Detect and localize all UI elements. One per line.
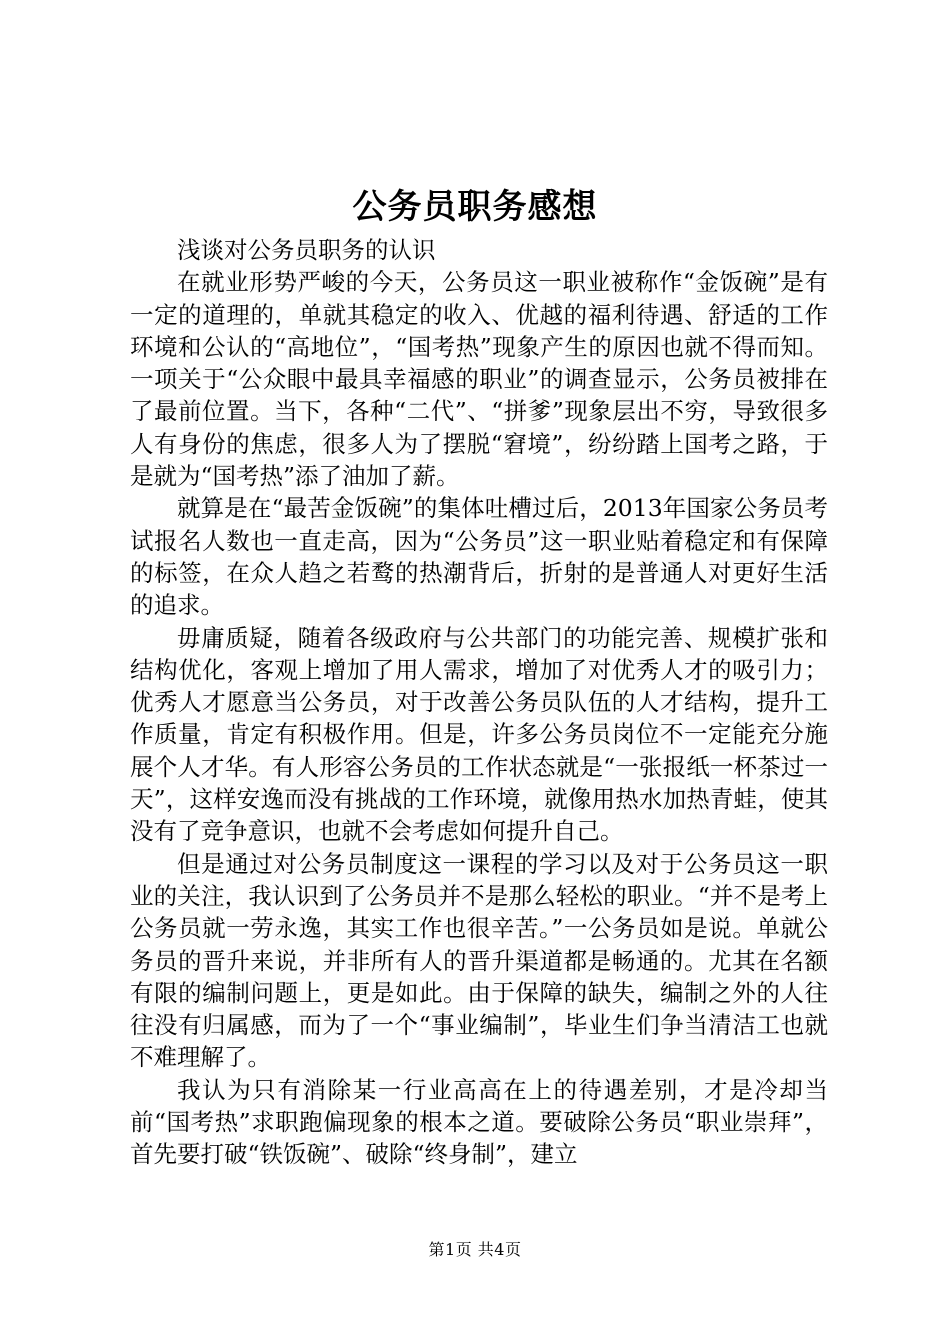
body-paragraph: 毋庸质疑，随着各级政府与公共部门的功能完善、规模扩张和结构优化，客观上增加了用人需求，增加了对优秀人才的吸引力；优秀人才愿意当公务员，对于改善公务员队伍的人才结构，提升工作质量，肯定有积极作用。但是，许多公务员岗位不一定能充分施展个人才华。有人形容公务员的工作状态就是“一张报纸一杯茶过一天”，这样安逸而没有挑战的工作环境，就像用热水加热青蛙，使其没有了竞争意识，也就不会考虑如何提升自己。 xyxy=(130,623,828,846)
body-paragraph: 我认为只有消除某一行业高高在上的待遇差别，才是冷却当前“国考热”求职跑偏现象的根本之道。要破除公务员“职业崇拜”，首先要打破“铁饭碗”、破除“终身制”，建立 xyxy=(130,1075,828,1169)
body-paragraph: 在就业形势严峻的今天，公务员这一职业被称作“金饭碗”是有一定的道理的，单就其稳定的收入、优越的福利待遇、舒适的工作环境和公认的“高地位”，“国考热”现象产生的原因也就不得而知。一项关于“公众眼中最具幸福感的职业”的调查显示，公务员被排在了最前位置。当下，各种“二代”、“拼爹”现象层出不穷，导致很多人有身份的焦虑，很多人为了摆脱“窘境”，纷纷踏上国考之路，于是就为“国考热”添了油加了薪。 xyxy=(130,268,828,491)
document-body xyxy=(130,234,828,1171)
body-paragraph: 就算是在“最苦金饭碗”的集体吐槽过后，2013年国家公务员考试报名人数也一直走高，因为“公务员”这一职业贴着稳定和有保障的标签，在众人趋之若鹜的热潮背后，折射的是普通人对更好生活的追求。 xyxy=(130,494,828,620)
document-title: 公务员职务感想 xyxy=(352,187,598,227)
body-paragraph: 但是通过对公务员制度这一课程的学习以及对于公务员这一职业的关注，我认识到了公务员并不是那么轻松的职业。“并不是考上公务员就一劳永逸，其实工作也很辛苦。”一公务员如是说。单就公务员的晋升来说，并非所有人的晋升渠道都是畅通的。尤其在名额有限的编制问题上，更是如此。由于保障的缺失，编制之外的人往往没有归属感，而为了一个“事业编制”，毕业生们争当清洁工也就不难理解了。 xyxy=(130,849,828,1072)
page-number-footer: 第1页 共4页 xyxy=(428,1240,522,1259)
subtitle-paragraph: 浅谈对公务员职务的认识 xyxy=(177,236,436,264)
